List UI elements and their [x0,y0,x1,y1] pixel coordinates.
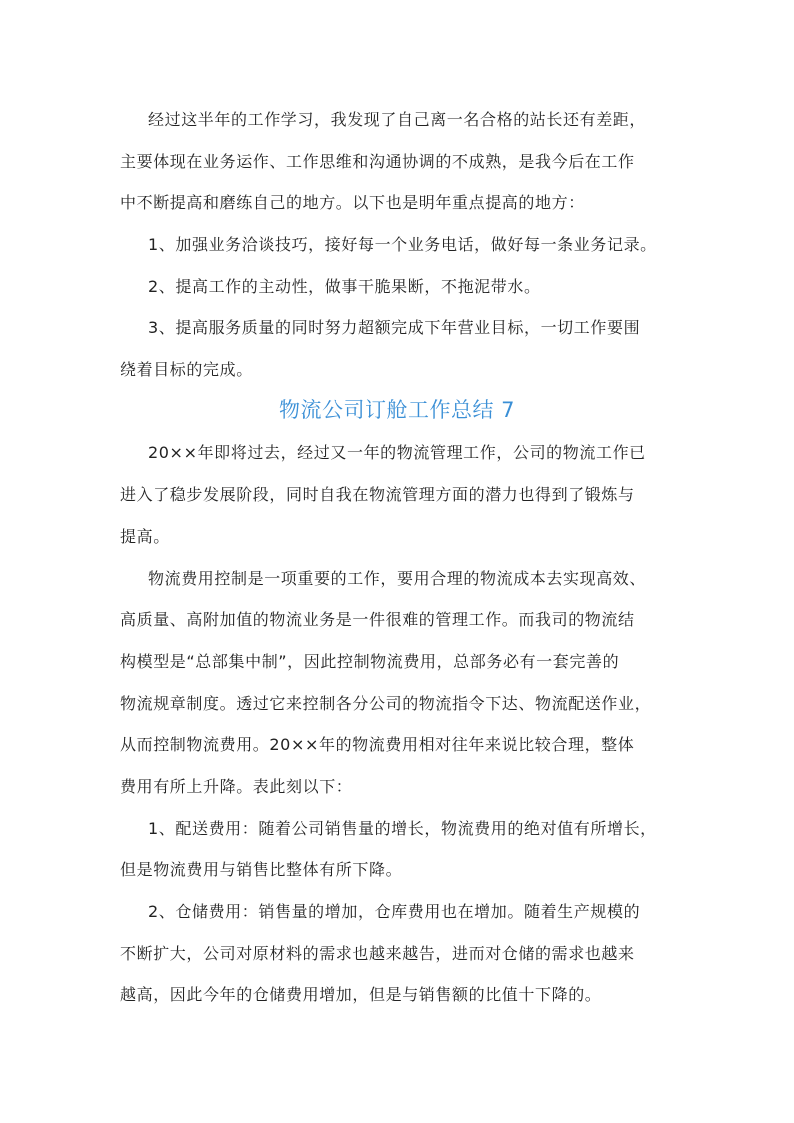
paragraph-line: 构模型是“总部集中制”，因此控制物流费用，总部务必有一套完善的 [120,652,620,671]
paragraph-line: 中不断提高和磨练自己的地方。以下也是明年重点提高的地方： [120,193,585,212]
paragraph-line: 但是物流费用与销售比整体有所下降。 [120,860,403,879]
paragraph-line: 物流费用控制是一项重要的工作，要用合理的物流成本去实现高效、 [148,569,647,588]
paragraph-line: 1、配送费用：随着公司销售量的增长，物流费用的绝对值有所增长， [148,819,657,838]
paragraph-line: 从而控制物流费用。20××年的物流费用相对往年来说比较合理，整体 [120,735,635,754]
paragraph-line: 费用有所上升降。表此刻以下： [120,777,353,796]
paragraph-line: 越高，因此今年的仓储费用增加，但是与销售额的比值十下降的。 [120,985,602,1004]
paragraph-line: 主要体现在业务运作、工作思维和沟通协调的不成熟，是我今后在工作 [120,152,635,171]
list-item-continuation: 绕着目标的完成。 [120,360,253,379]
paragraph-line: 高质量、高附加值的物流业务是一件很难的管理工作。而我司的物流结 [120,610,635,629]
list-item: 1、加强业务洽谈技巧，接好每一个业务电话，做好每一条业务记录。 [148,235,657,254]
paragraph-line: 2、仓储费用：销售量的增加，仓库费用也在增加。随着生产规模的 [148,902,641,921]
section-heading: 物流公司订舱工作总结 7 [278,398,516,422]
list-item: 2、提高工作的主动性，做事干脆果断，不拖泥带水。 [148,277,541,296]
list-item: 3、提高服务质量的同时努力超额完成下年营业目标，一切工作要围 [148,318,641,337]
paragraph-line: 经过这半年的工作学习，我发现了自己离一名合格的站长还有差距， [148,110,647,129]
paragraph-line: 不断扩大，公司对原材料的需求也越来越告，进而对仓储的需求也越来 [120,944,635,963]
paragraph-line: 进入了稳步发展阶段，同时自我在物流管理方面的潜力也得到了锻炼与 [120,485,635,504]
paragraph-line: 物流规章制度。透过它来控制各分公司的物流指令下达、物流配送作业， [120,694,652,713]
paragraph-line: 20××年即将过去，经过又一年的物流管理工作，公司的物流工作已 [148,443,646,462]
paragraph-line: 提高。 [120,527,170,546]
